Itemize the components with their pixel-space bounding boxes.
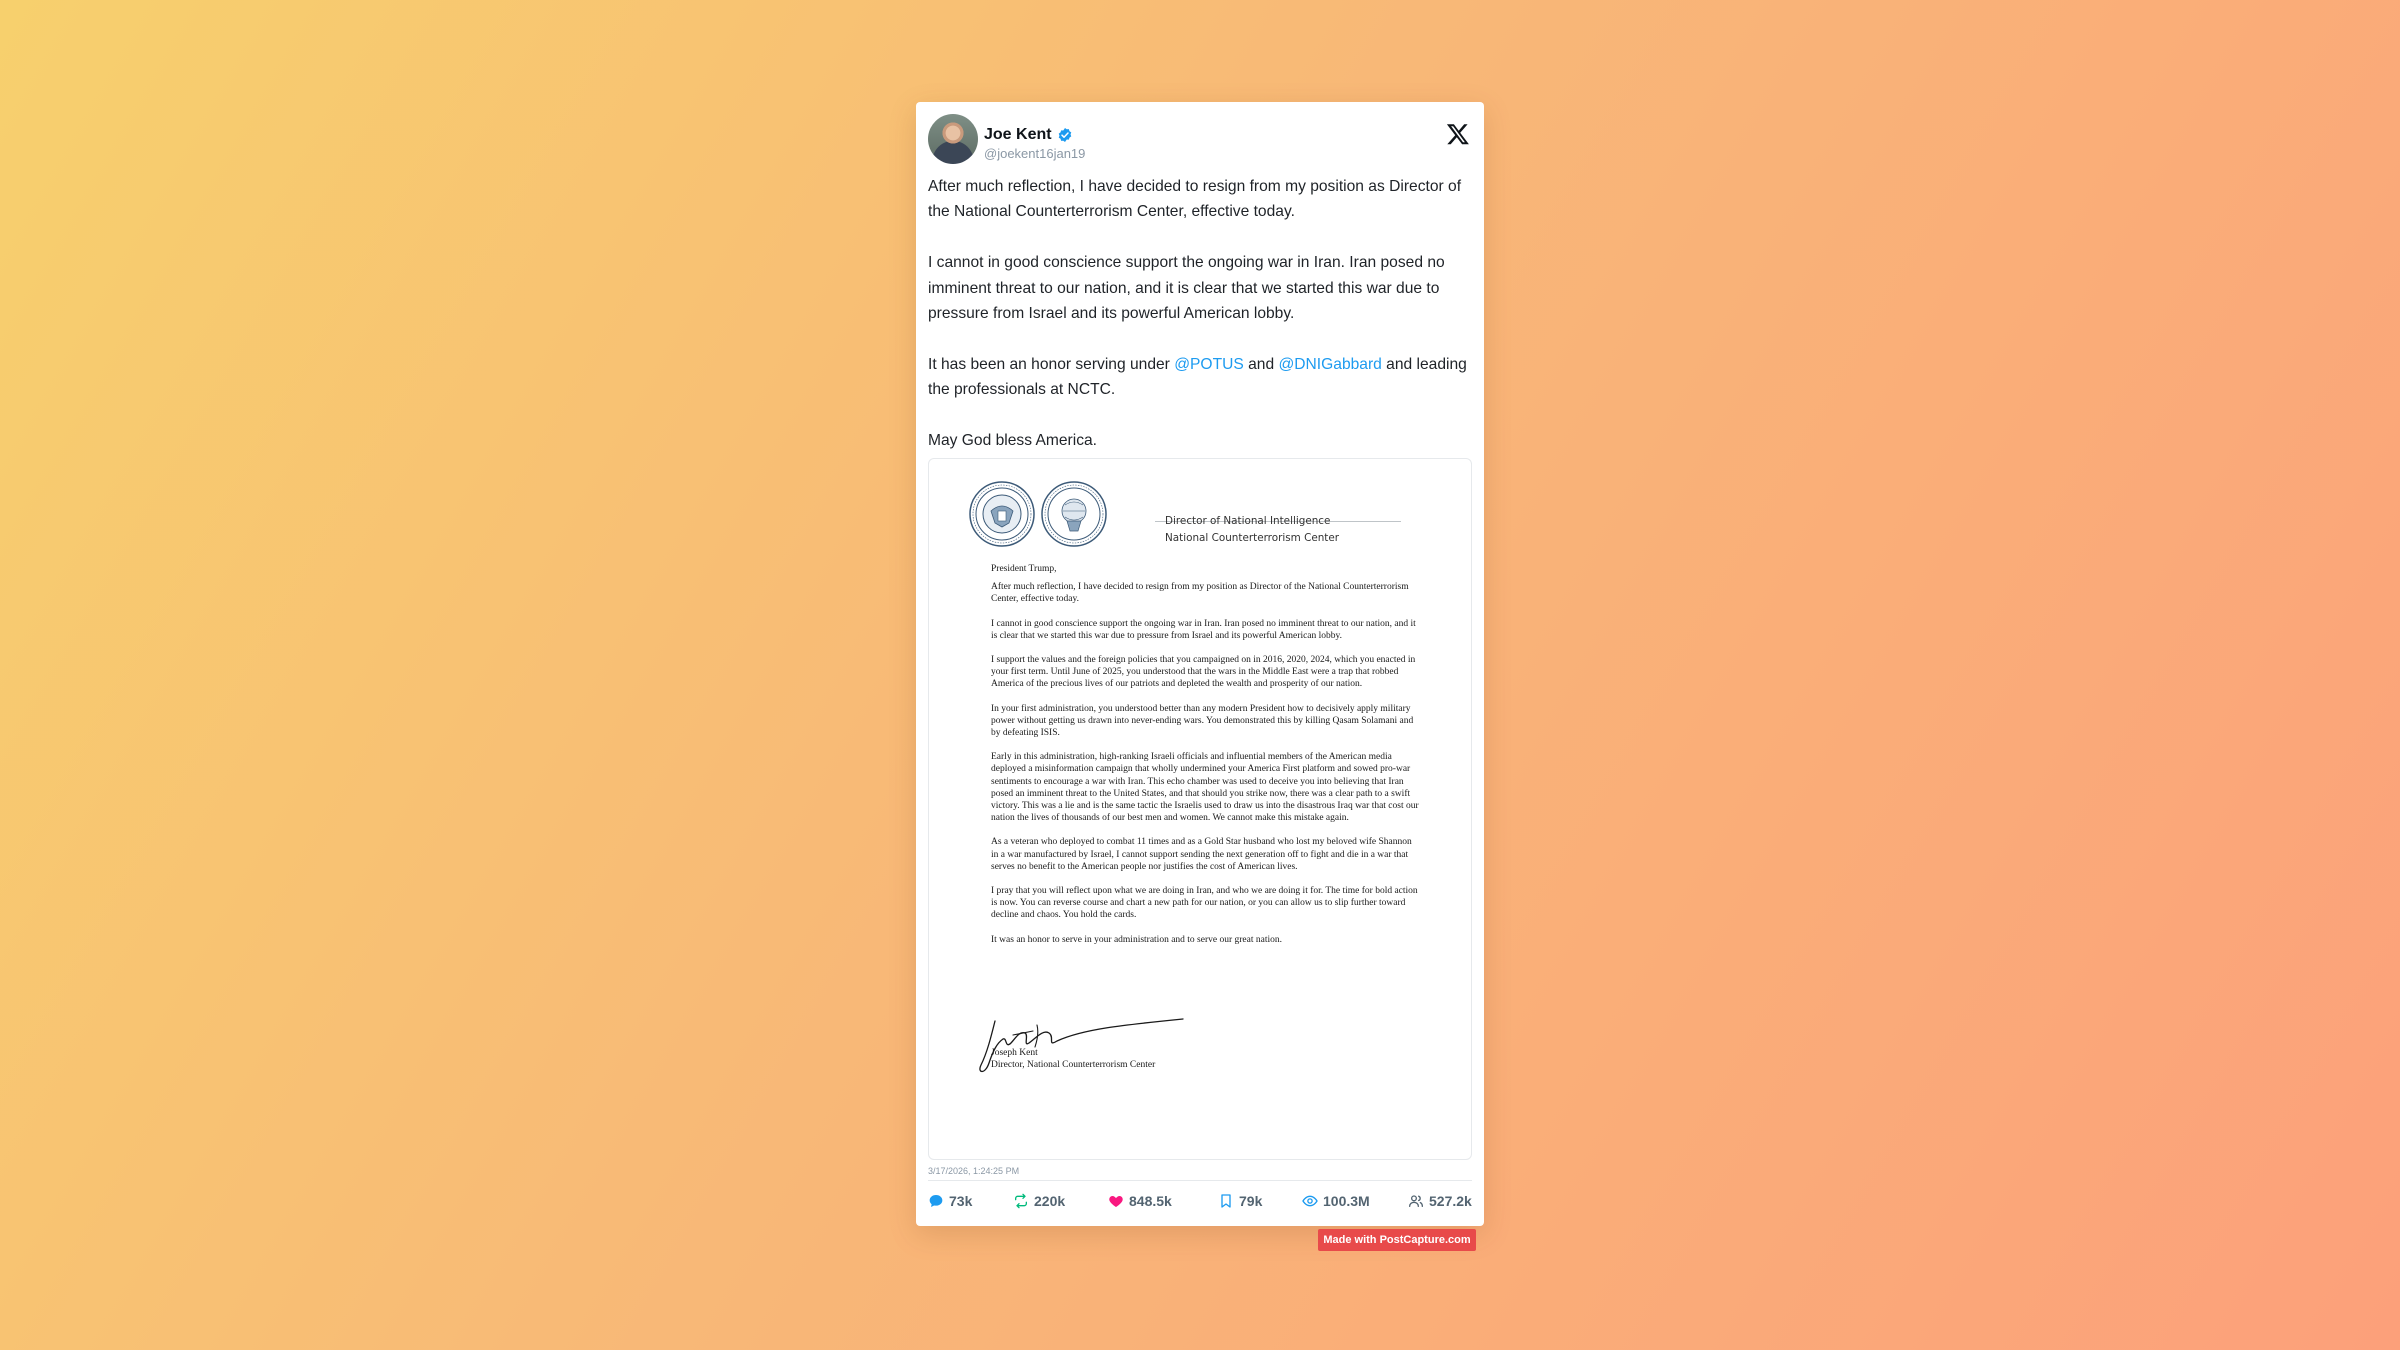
bookmark-count: 79k	[1239, 1193, 1263, 1209]
x-logo-icon[interactable]	[1446, 122, 1470, 146]
followers-icon	[1408, 1193, 1424, 1209]
followers-button[interactable]	[1408, 1186, 1472, 1216]
avatar[interactable]	[928, 114, 978, 164]
views-button[interactable]	[1302, 1186, 1370, 1216]
post-text: and leading the professionals at NCTC.	[928, 355, 1467, 399]
signer-title: Director, National Counterterrorism Center	[991, 1060, 1156, 1070]
post-paragraph	[928, 352, 1476, 403]
like-icon	[1108, 1193, 1124, 1209]
repost-count: 220k	[1034, 1193, 1066, 1209]
post-card	[916, 102, 1484, 1226]
verified-badge-icon	[1057, 127, 1073, 143]
repost-icon	[1013, 1193, 1029, 1209]
letter-paragraph: As a veteran who deployed to combat 11 times and as a Gold Star husband who lost my beloved wife Shannon in a war manufactured by Israel, I cannot support sending the next generation off to fight and die in a war that serves no benefit to the American people nor justifies the cost of American lives.	[991, 837, 1412, 872]
bookmark-icon	[1218, 1193, 1234, 1209]
letter-paragraph: I support the values and the foreign policies that you campaigned on in 2016, 2020, 2024, which you enacted in your first term. Until June of 2025, you understood that the wars in the Middle East were a trap that robbed America of the precious lives of our patriots and depleted the wealth and prosperity of our nation.	[991, 655, 1416, 690]
letterhead-org-line-2: National Counterterrorism Center	[1165, 532, 1340, 544]
mention-link-dnigabbard[interactable]: @DNIGabbard	[1278, 355, 1382, 373]
postcapture-badge[interactable]: Made with PostCapture.com	[1318, 1229, 1476, 1251]
post-body	[928, 174, 1476, 479]
odni-seal-icon	[969, 481, 1035, 547]
reply-button[interactable]	[928, 1186, 972, 1216]
views-icon	[1302, 1193, 1318, 1209]
views-count: 100.3M	[1323, 1193, 1370, 1209]
post-timestamp[interactable]: 3/17/2026, 1:24:25 PM	[928, 1166, 1020, 1176]
engagement-bar	[928, 1186, 1472, 1216]
letter-paragraph: After much reflection, I have decided to resign from my position as Director of the National Counterterrorism Center, effective today.	[991, 582, 1409, 605]
letter-paragraph: In your first administration, you understood better than any modern President how to decisively apply military power without getting us drawn into never-ending wars. You demonstrated this by killing Qasam Solamani and by defeating ISIS.	[991, 703, 1414, 739]
attached-letter-image[interactable]	[928, 458, 1472, 1160]
author-row	[984, 126, 1073, 144]
repost-button[interactable]	[1013, 1186, 1065, 1216]
bookmark-button[interactable]	[1218, 1186, 1262, 1216]
followers-count: 527.2k	[1429, 1193, 1472, 1209]
signer-name: Joseph Kent	[991, 1048, 1038, 1058]
post-text: and	[1243, 355, 1279, 373]
author-handle[interactable]: @joekent16jan19	[984, 146, 1086, 161]
letter-body	[991, 563, 1421, 958]
nctc-seal-icon	[1041, 481, 1107, 547]
mention-link-potus[interactable]: @POTUS	[1174, 355, 1244, 373]
reply-icon	[928, 1193, 944, 1209]
letter-paragraph: It was an honor to serve in your administration and to serve our great nation.	[991, 934, 1282, 945]
like-count: 848.5k	[1129, 1193, 1172, 1209]
letter-salutation: President Trump,	[991, 564, 1057, 574]
post-paragraph: I cannot in good conscience support the ongoing war in Iran. Iran posed no imminent threat to our nation, and it is clear that we started this war due to pressure from Israel and its powerful American lobby.	[928, 254, 1445, 323]
letter-paragraph: I pray that you will reflect upon what we are doing in Iran, and who we are doing it for. The time for bold action is now. You can reverse course and chart a new path for our nation, or you can allow us to slip further toward decline and chaos. You hold the cards.	[991, 886, 1418, 921]
letter-paragraph: Early in this administration, high-ranking Israeli officials and influential members of the American media deployed a misinformation campaign that wholly undermined your America First platform and sowed pro-war sentiments to encourage a war with Iran. This echo chamber was used to deceive you into believing that Iran posed an imminent threat to the United States, and that should you strike now, there was a clear path to a swift victory. This was a lie and is the same tactic the Israelis used to draw us into the disastrous Iraq war that cost our nation the lives of thousands of our best men and women. We cannot make this mistake again.	[991, 752, 1419, 824]
reply-count: 73k	[949, 1193, 973, 1209]
metrics-divider	[928, 1180, 1472, 1181]
post-paragraph: After much reflection, I have decided to resign from my position as Director of the National Counterterrorism Center, effective today.	[928, 178, 1462, 221]
post-text: It has been an honor serving under	[928, 355, 1175, 373]
post-header	[928, 114, 1472, 166]
post-paragraph: May God bless America.	[928, 432, 1097, 450]
like-button[interactable]	[1108, 1186, 1172, 1216]
letterhead-org-line-1: Director of National Intelligence	[1165, 515, 1331, 527]
letter-paragraph: I cannot in good conscience support the ongoing war in Iran. Iran posed no imminent threat to our nation, and it is clear that we started this war due to pressure from Israel and its powerful American lobby.	[991, 618, 1416, 641]
author-name[interactable]: Joe Kent	[984, 126, 1052, 143]
letterhead	[969, 481, 1429, 551]
